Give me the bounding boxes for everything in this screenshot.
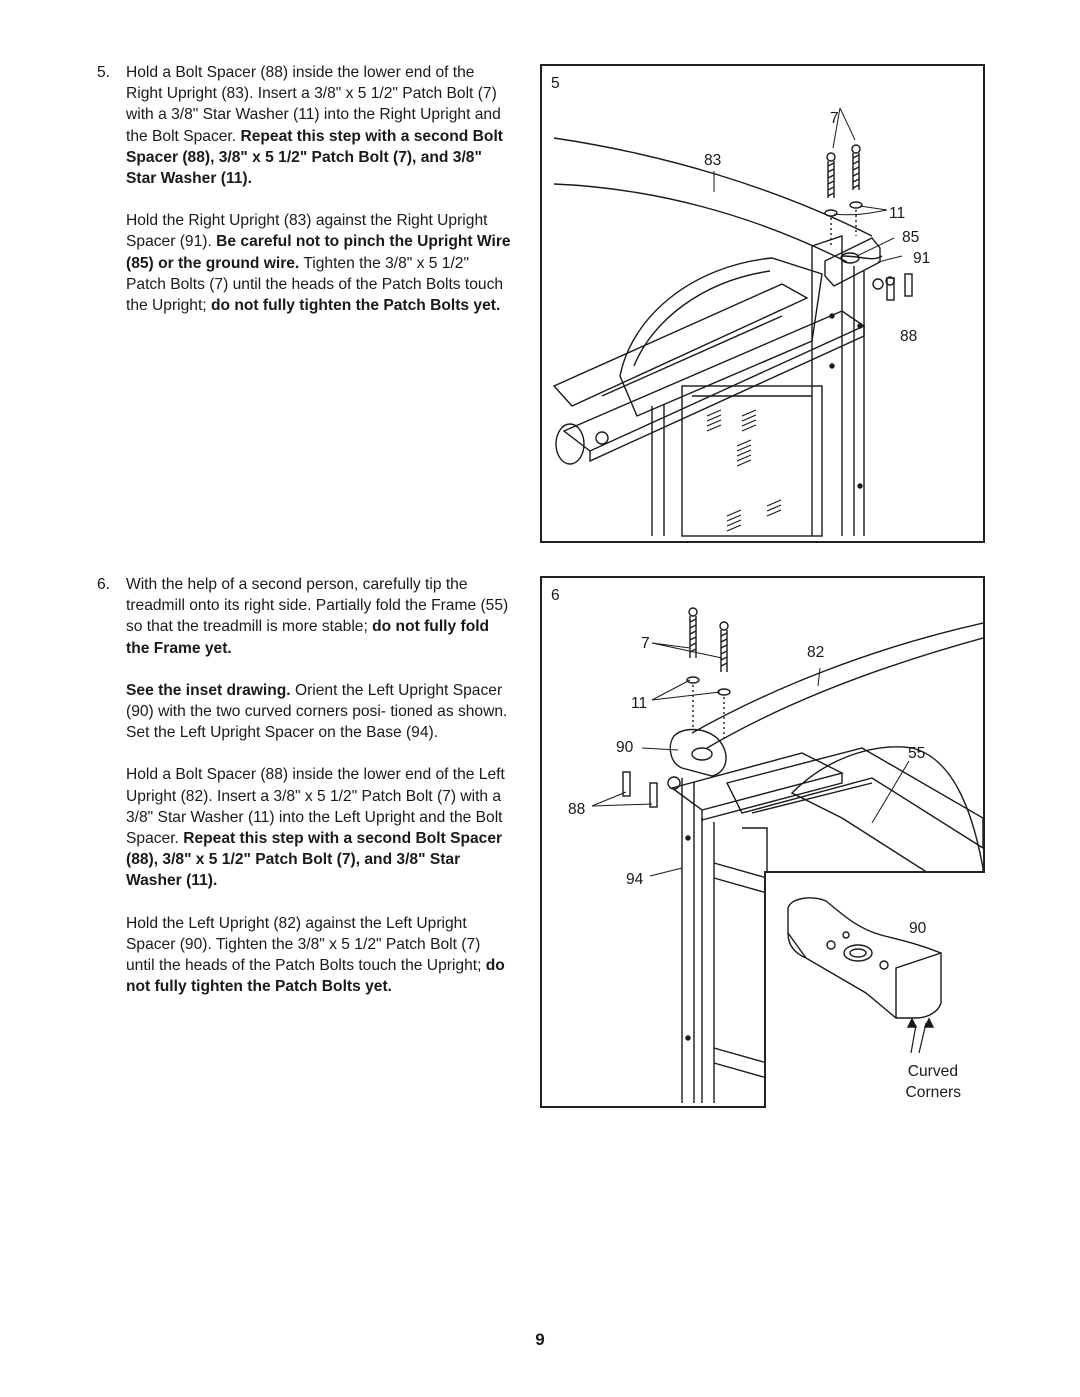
instruction-text: Hold the Left Upright (82) against the Left Upright Spacer (90). Tighten the 3/8" x 5 1/2" Patch Bolt (7) until the heads of the Patch Bolts touch the Upright;	[126, 914, 486, 975]
step-paragraph	[126, 764, 512, 891]
instruction-text: Tighten the 3/8" x 5 1/2" Patch Bolts (7) until the heads of the Patch Bolts touch the Upright;	[126, 254, 504, 315]
step-paragraph	[126, 62, 512, 189]
callout-label: 7	[830, 110, 839, 127]
instruction-emphasis: do not fully tighten the Patch Bolts yet.	[126, 957, 505, 996]
callout-label: 83	[704, 152, 722, 169]
instruction-text: With the help of a second person, carefully tip the treadmill onto its right side. Partially fold the Frame (55) so that the treadmill is more stable;	[126, 576, 509, 636]
instruction-emphasis: do not fully tighten the Patch Bolts yet.	[210, 297, 501, 315]
step-paragraph	[126, 210, 512, 316]
instruction-emphasis: Repeat this step with a second Bolt Spacer (88), 3/8" x 5 1/2" Patch Bolt (7), and 3/8" Star Washer (11).	[126, 830, 503, 890]
callout-label: 91	[913, 250, 931, 267]
callout-label: 82	[807, 644, 825, 661]
instruction-text: Hold the Right Upright (83) against the Right Upright Spacer (91).	[126, 212, 488, 251]
instruction-text: Orient the Left Upright Spacer (90) with the two curved corners posi- tioned as shown. Set the Left Upright Spacer on the Base (94).	[126, 681, 508, 742]
callout-label: 88	[900, 328, 918, 345]
callout-label: 11	[889, 205, 906, 222]
instruction-text: Hold a Bolt Spacer (88) inside the lower end of the Left Upright (82). Insert a 3/8" x 5 1/2" Patch Bolt (7) with a 3/8" Star Washer (11) into the Left Upright and the Bolt Spacer.	[126, 766, 505, 848]
callout-label: 11	[631, 695, 648, 712]
step-paragraph	[126, 913, 512, 998]
figure-6	[540, 576, 985, 1108]
callout-label: 88	[568, 801, 586, 818]
instruction-emphasis: See the inset drawing.	[126, 681, 291, 699]
inset-label: 90	[909, 920, 927, 937]
instruction-emphasis: do not fully fold the Frame yet.	[126, 618, 490, 657]
step-number: 5.	[97, 64, 111, 81]
step-6-instructions	[97, 574, 512, 997]
step-5-instructions	[97, 62, 512, 316]
callout-label: 94	[626, 871, 644, 888]
step-paragraph	[126, 574, 512, 659]
inset-caption: Corners	[905, 1084, 961, 1101]
figure-number: 6	[551, 587, 560, 604]
callout-label: 85	[902, 229, 920, 246]
instruction-text: Hold a Bolt Spacer (88) inside the lower end of the Right Upright (83). Insert a 3/8" x 5 1/2" Patch Bolt (7) with a 3/8" Star Washer (11) into the Right Upright and the Bolt Spacer.	[126, 64, 501, 145]
instruction-emphasis: Repeat this step with a second Bolt Spacer (88), 3/8" x 5 1/2" Patch Bolt (7), and 3/8" Star Washer (11).	[126, 127, 503, 188]
callout-label: 55	[908, 745, 926, 762]
figure-5-callouts	[542, 66, 983, 541]
figure-5	[540, 64, 985, 543]
figure-number: 5	[551, 75, 560, 92]
callout-label: 90	[616, 739, 634, 756]
callout-label: 7	[641, 635, 650, 652]
step-paragraph	[126, 680, 512, 744]
step-number: 6.	[97, 576, 111, 593]
inset-drawing	[764, 871, 985, 1108]
page-number: 9	[535, 1330, 545, 1349]
inset-caption: Curved	[907, 1063, 958, 1080]
instruction-emphasis: Be careful not to pinch the Upright Wire (85) or the ground wire.	[126, 233, 511, 272]
